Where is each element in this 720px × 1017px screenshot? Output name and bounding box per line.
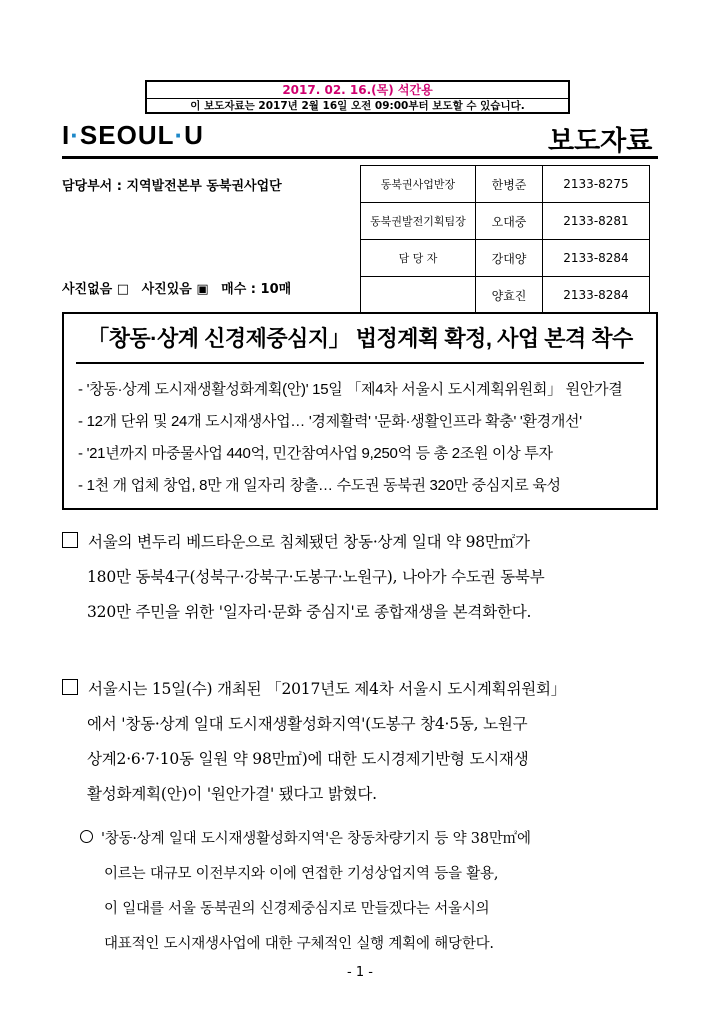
logo-part-i: I (62, 120, 71, 150)
paragraph-line: 상계2·6·7·10동 일원 약 98만㎡)에 대한 도시경제기반형 도시재생 (87, 750, 529, 768)
photo-some: 사진있음 ▣ (141, 282, 209, 297)
contact-phone: 2133-8275 (543, 166, 650, 203)
contact-name: 한병준 (476, 166, 543, 203)
contact-role: 동북권발전기획팀장 (361, 203, 476, 240)
contact-name: 강대양 (476, 240, 543, 277)
embargo-date: 2017. 02. 16.(목) 석간용 (147, 82, 568, 99)
headline-box (62, 312, 658, 510)
paragraph-line: 180만 동북4구(성북구·강북구·도봉구·노원구), 나아가 수도권 동북부 (87, 568, 545, 586)
table-row (361, 203, 650, 240)
table-row (361, 277, 650, 314)
department-label: 담당부서 : 지역발전본부 동북권사업단 (62, 179, 282, 194)
contact-phone: 2133-8284 (543, 240, 650, 277)
contact-phone: 2133-8284 (543, 277, 650, 314)
sub-paragraph (80, 822, 664, 962)
paragraph-line: 이르는 대규모 이전부지와 이에 연접한 기성상업지역 등을 활용, (104, 866, 499, 882)
logo-part-u: U (184, 120, 204, 150)
bullet-item: - 1천 개 업체 창업, 8만 개 일자리 창출… 수도권 동북권 320만 중심지로 육성 (78, 477, 561, 494)
page-number: - 1 - (347, 965, 373, 980)
paragraph-2 (62, 672, 662, 812)
paragraph-line: 대표적인 도시재생사업에 대한 구체적인 실행 계획에 해당한다. (104, 936, 494, 952)
contact-name: 양효진 (476, 277, 543, 314)
seoul-logo (62, 120, 204, 151)
table-row (361, 166, 650, 203)
document-type: 보도자료 (548, 126, 653, 156)
paragraph-line: 에서 '창동·상계 일대 도시재생활성화지역'(도봉구 창4·5동, 노원구 (87, 715, 528, 733)
headline-title: 「창동·상계 신경제중심지」 법정계획 확정, 사업 본격 착수 (87, 326, 633, 351)
contact-role: 담 당 자 (361, 240, 476, 277)
paragraph-line: 320만 주민을 위한 '일자리·문화 중심지'로 종합재생을 본격화한다. (87, 603, 532, 621)
embargo-note: 이 보도자료는 2017년 2월 16일 오전 09:00부터 보도할 수 있습니다. (190, 100, 525, 112)
contacts-table (360, 165, 650, 314)
paragraph-line: 서울시는 15일(수) 개최된 「2017년도 제4차 서울시 도시계획위원회」 (88, 680, 567, 698)
contact-phone: 2133-8281 (543, 203, 650, 240)
photo-none: 사진없음 □ (62, 282, 130, 297)
checkbox-bullet-icon (62, 679, 78, 695)
contact-role: 동북권사업반장 (361, 166, 476, 203)
headline-divider (76, 362, 644, 364)
headline-bullets (78, 374, 648, 502)
paragraph-line: '창동·상계 일대 도시재생활성화지역'은 창동차량기지 등 약 38만㎡에 (101, 831, 531, 847)
logo-part-seoul: SEOUL (79, 120, 175, 150)
paragraph-line: 이 일대를 서울 동북권의 신경제중심지로 만들겠다는 서울시의 (104, 901, 490, 917)
table-row (361, 240, 650, 277)
paragraph-1 (62, 525, 662, 630)
photo-count: 매수 : 10매 (221, 282, 292, 297)
paragraph-line: 활성화계획(안)이 '원안가결' 됐다고 밝혔다. (87, 785, 377, 803)
checkbox-bullet-icon (62, 532, 78, 548)
logo-dot-icon: · (174, 120, 185, 150)
contact-role (361, 277, 476, 314)
header-divider (62, 156, 658, 159)
bullet-item: - '창동·상계 도시재생활성화계획(안)' 15일 「제4차 서울시 도시계획위원회」 원안가결 (78, 381, 623, 398)
photo-info (62, 278, 299, 297)
bullet-item: - 12개 단위 및 24개 도시재생사업… '경제활력' '문화·생활인프라 확충' '환경개선' (78, 413, 582, 430)
bullet-item: - '21년까지 마중물사업 440억, 민간참여사업 9,250억 등 총 2조원 이상 투자 (78, 445, 553, 462)
logo-dot-icon: · (70, 120, 80, 150)
embargo-box (145, 80, 570, 114)
contact-name: 오대중 (476, 203, 543, 240)
circle-bullet-icon (80, 830, 93, 843)
paragraph-line: 서울의 변두리 베드타운으로 침체됐던 창동·상계 일대 약 98만㎡가 (88, 533, 530, 551)
